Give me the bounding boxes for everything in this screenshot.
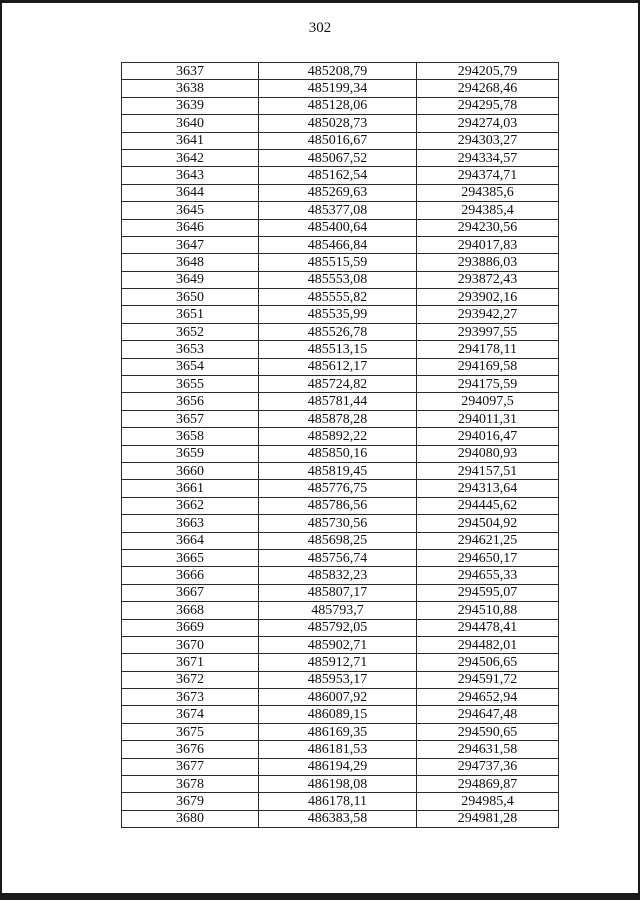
coordinates-table-body [122,63,559,828]
table-row [122,602,559,619]
coordinates-table [121,62,559,828]
table-row [122,532,559,549]
y-coordinate-cell: 294017,83 [417,236,559,253]
y-coordinate-cell: 294482,01 [417,636,559,653]
y-coordinate-cell: 294445,62 [417,497,559,514]
table-row [122,184,559,201]
x-coordinate-cell: 485819,45 [259,462,417,479]
y-coordinate-cell: 294478,41 [417,619,559,636]
x-coordinate-cell: 485555,82 [259,289,417,306]
y-coordinate-cell: 294595,07 [417,584,559,601]
x-coordinate-cell: 485832,23 [259,567,417,584]
point-number-cell: 3668 [122,602,259,619]
table-row [122,254,559,271]
y-coordinate-cell: 294157,51 [417,462,559,479]
table-row [122,515,559,532]
point-number-cell: 3657 [122,410,259,427]
point-number-cell: 3659 [122,445,259,462]
table-row [122,167,559,184]
y-coordinate-cell: 294981,28 [417,810,559,827]
x-coordinate-cell: 485878,28 [259,410,417,427]
x-coordinate-cell: 485067,52 [259,149,417,166]
table-row [122,723,559,740]
table-row [122,689,559,706]
point-number-cell: 3667 [122,584,259,601]
x-coordinate-cell: 485128,06 [259,97,417,114]
x-coordinate-cell: 485698,25 [259,532,417,549]
table-row [122,462,559,479]
x-coordinate-cell: 485553,08 [259,271,417,288]
x-coordinate-cell: 485526,78 [259,323,417,340]
table-row [122,654,559,671]
x-coordinate-cell: 485028,73 [259,115,417,132]
table-row [122,202,559,219]
x-coordinate-cell: 485793,7 [259,602,417,619]
table-row [122,376,559,393]
point-number-cell: 3665 [122,549,259,566]
point-number-cell: 3647 [122,236,259,253]
y-coordinate-cell: 293872,43 [417,271,559,288]
y-coordinate-cell: 293942,27 [417,306,559,323]
table-row [122,428,559,445]
point-number-cell: 3661 [122,480,259,497]
y-coordinate-cell: 294506,65 [417,654,559,671]
x-coordinate-cell: 486198,08 [259,776,417,793]
page-number: 302 [308,20,332,36]
point-number-cell: 3652 [122,323,259,340]
point-number-cell: 3673 [122,689,259,706]
table-row [122,741,559,758]
y-coordinate-cell: 294590,65 [417,723,559,740]
x-coordinate-cell: 485513,15 [259,341,417,358]
x-coordinate-cell: 486178,11 [259,793,417,810]
point-number-cell: 3645 [122,202,259,219]
x-coordinate-cell: 485730,56 [259,515,417,532]
point-number-cell: 3640 [122,115,259,132]
point-number-cell: 3677 [122,758,259,775]
point-number-cell: 3672 [122,671,259,688]
point-number-cell: 3666 [122,567,259,584]
point-number-cell: 3637 [122,63,259,80]
table-row [122,97,559,114]
table-row [122,410,559,427]
y-coordinate-cell: 294647,48 [417,706,559,723]
table-row [122,758,559,775]
table-row [122,636,559,653]
y-coordinate-cell: 293886,03 [417,254,559,271]
point-number-cell: 3671 [122,654,259,671]
y-coordinate-cell: 294385,4 [417,202,559,219]
x-coordinate-cell: 485776,75 [259,480,417,497]
x-coordinate-cell: 486089,15 [259,706,417,723]
table-row [122,63,559,80]
point-number-cell: 3642 [122,149,259,166]
y-coordinate-cell: 294080,93 [417,445,559,462]
point-number-cell: 3679 [122,793,259,810]
y-coordinate-cell: 294510,88 [417,602,559,619]
table-row [122,393,559,410]
y-coordinate-cell: 294205,79 [417,63,559,80]
table-row [122,706,559,723]
point-number-cell: 3680 [122,810,259,827]
table-row [122,671,559,688]
table-row [122,480,559,497]
x-coordinate-cell: 485377,08 [259,202,417,219]
point-number-cell: 3660 [122,462,259,479]
table-row [122,149,559,166]
point-number-cell: 3644 [122,184,259,201]
table-row [122,793,559,810]
table-row [122,271,559,288]
y-coordinate-cell: 294737,36 [417,758,559,775]
point-number-cell: 3651 [122,306,259,323]
table-row [122,115,559,132]
x-coordinate-cell: 485515,59 [259,254,417,271]
table-row [122,219,559,236]
table-row [122,341,559,358]
y-coordinate-cell: 294621,25 [417,532,559,549]
point-number-cell: 3675 [122,723,259,740]
y-coordinate-cell: 294650,17 [417,549,559,566]
x-coordinate-cell: 485786,56 [259,497,417,514]
scan-frame-left [0,0,2,900]
x-coordinate-cell: 485807,17 [259,584,417,601]
y-coordinate-cell: 294303,27 [417,132,559,149]
y-coordinate-cell: 294178,11 [417,341,559,358]
table-row [122,567,559,584]
x-coordinate-cell: 485400,64 [259,219,417,236]
point-number-cell: 3664 [122,532,259,549]
point-number-cell: 3662 [122,497,259,514]
y-coordinate-cell: 294274,03 [417,115,559,132]
y-coordinate-cell: 294631,58 [417,741,559,758]
y-coordinate-cell: 293902,16 [417,289,559,306]
y-coordinate-cell: 294652,94 [417,689,559,706]
point-number-cell: 3643 [122,167,259,184]
scan-frame-top [0,0,640,3]
y-coordinate-cell: 294374,71 [417,167,559,184]
table-row [122,497,559,514]
table-row [122,80,559,97]
y-coordinate-cell: 294175,59 [417,376,559,393]
table-row [122,445,559,462]
point-number-cell: 3641 [122,132,259,149]
point-number-cell: 3654 [122,358,259,375]
point-number-cell: 3655 [122,376,259,393]
point-number-cell: 3638 [122,80,259,97]
table-row [122,584,559,601]
table-row [122,289,559,306]
table-row [122,549,559,566]
scan-frame-bottom [0,893,640,900]
table-row [122,236,559,253]
x-coordinate-cell: 485902,71 [259,636,417,653]
point-number-cell: 3653 [122,341,259,358]
point-number-cell: 3646 [122,219,259,236]
table-row [122,306,559,323]
x-coordinate-cell: 486007,92 [259,689,417,706]
y-coordinate-cell: 294334,57 [417,149,559,166]
x-coordinate-cell: 485850,16 [259,445,417,462]
x-coordinate-cell: 485724,82 [259,376,417,393]
x-coordinate-cell: 486383,58 [259,810,417,827]
x-coordinate-cell: 485781,44 [259,393,417,410]
y-coordinate-cell: 294504,92 [417,515,559,532]
point-number-cell: 3663 [122,515,259,532]
table-row [122,619,559,636]
y-coordinate-cell: 294268,46 [417,80,559,97]
x-coordinate-cell: 485756,74 [259,549,417,566]
point-number-cell: 3669 [122,619,259,636]
point-number-cell: 3658 [122,428,259,445]
y-coordinate-cell: 294295,78 [417,97,559,114]
y-coordinate-cell: 294230,56 [417,219,559,236]
x-coordinate-cell: 485466,84 [259,236,417,253]
table-row [122,132,559,149]
y-coordinate-cell: 294169,58 [417,358,559,375]
table-row [122,323,559,340]
y-coordinate-cell: 294985,4 [417,793,559,810]
x-coordinate-cell: 486169,35 [259,723,417,740]
point-number-cell: 3678 [122,776,259,793]
x-coordinate-cell: 485162,54 [259,167,417,184]
y-coordinate-cell: 294655,33 [417,567,559,584]
x-coordinate-cell: 486181,53 [259,741,417,758]
x-coordinate-cell: 485892,22 [259,428,417,445]
y-coordinate-cell: 294591,72 [417,671,559,688]
point-number-cell: 3650 [122,289,259,306]
x-coordinate-cell: 485612,17 [259,358,417,375]
y-coordinate-cell: 294385,6 [417,184,559,201]
x-coordinate-cell: 485535,99 [259,306,417,323]
point-number-cell: 3670 [122,636,259,653]
point-number-cell: 3648 [122,254,259,271]
y-coordinate-cell: 294011,31 [417,410,559,427]
point-number-cell: 3676 [122,741,259,758]
y-coordinate-cell: 294313,64 [417,480,559,497]
table-row [122,776,559,793]
x-coordinate-cell: 485269,63 [259,184,417,201]
point-number-cell: 3674 [122,706,259,723]
table-row [122,358,559,375]
y-coordinate-cell: 294869,87 [417,776,559,793]
point-number-cell: 3649 [122,271,259,288]
x-coordinate-cell: 486194,29 [259,758,417,775]
x-coordinate-cell: 485016,67 [259,132,417,149]
x-coordinate-cell: 485199,34 [259,80,417,97]
y-coordinate-cell: 294016,47 [417,428,559,445]
y-coordinate-cell: 293997,55 [417,323,559,340]
x-coordinate-cell: 485912,71 [259,654,417,671]
point-number-cell: 3639 [122,97,259,114]
x-coordinate-cell: 485953,17 [259,671,417,688]
x-coordinate-cell: 485792,05 [259,619,417,636]
table-row [122,810,559,827]
y-coordinate-cell: 294097,5 [417,393,559,410]
x-coordinate-cell: 485208,79 [259,63,417,80]
point-number-cell: 3656 [122,393,259,410]
